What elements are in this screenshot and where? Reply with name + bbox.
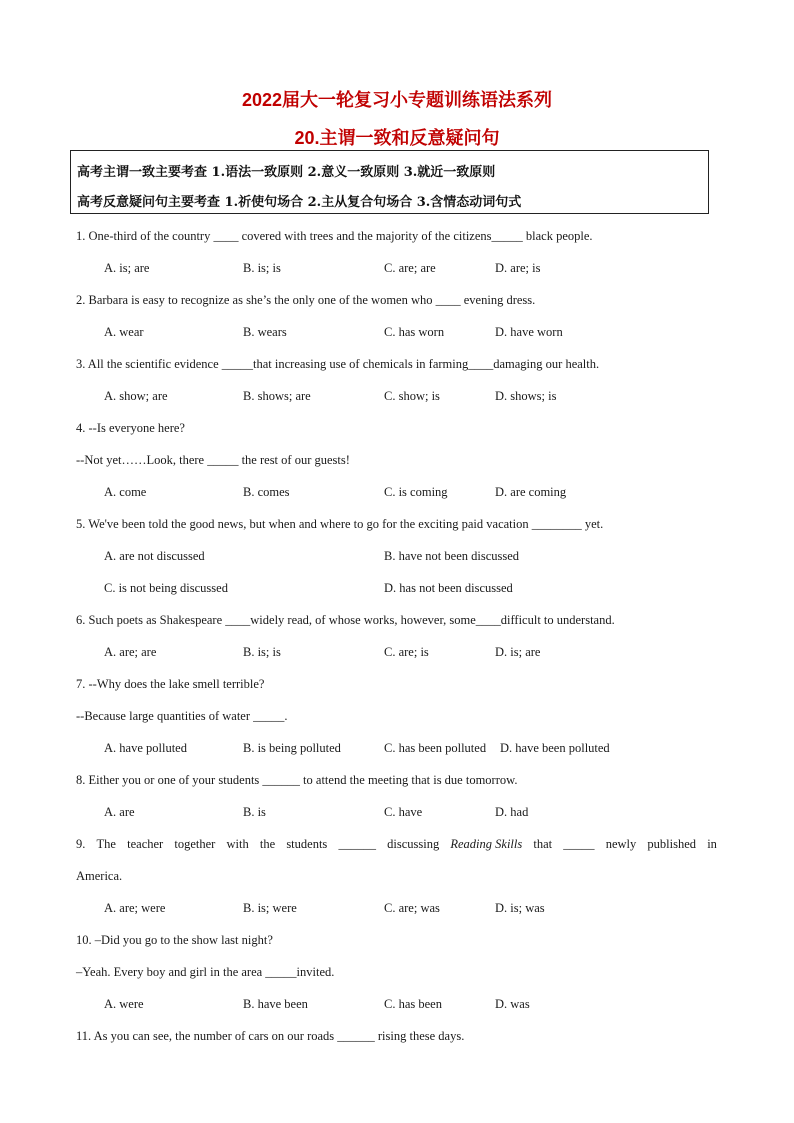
- question-1-option-c: C. are; are: [384, 261, 436, 275]
- summary-line-agreement: 高考主谓一致主要考查 1.语法一致原则 2.意义一致原则 3.就近一致原则: [77, 165, 496, 180]
- question-5-option-a: A. are not discussed: [104, 549, 205, 563]
- question-6-option-a: A. are; are: [104, 645, 157, 659]
- question-7-option-b: B. is being polluted: [243, 741, 341, 755]
- question-1-option-a: A. is; are: [104, 261, 150, 275]
- question-10-option-b: B. have been: [243, 997, 308, 1011]
- q9-word: together: [174, 837, 216, 851]
- question-7-reply: --Because large quantities of water _____.: [76, 709, 288, 723]
- question-9-option-a: A. are; were: [104, 901, 166, 915]
- question-1-stem: 1. One-third of the country ____ covered with trees and the majority of the citizens_____ black people.: [76, 229, 593, 243]
- question-8-option-c: C. have: [384, 805, 423, 819]
- question-2-option-b: B. wears: [243, 325, 287, 339]
- question-6-option-d: D. is; are: [495, 645, 541, 659]
- question-3-option-a: A. show; are: [104, 389, 168, 403]
- question-5-option-c: C. is not being discussed: [104, 581, 228, 595]
- question-9-stem: [76, 836, 717, 852]
- question-1-option-b: B. is; is: [243, 261, 281, 275]
- question-9-stem-continued: America.: [76, 869, 123, 883]
- q9-word: in: [707, 837, 717, 851]
- summary-box: [70, 150, 709, 214]
- question-7-stem: 7. --Why does the lake smell terrible?: [76, 677, 265, 691]
- question-10-option-d: D. was: [495, 997, 530, 1011]
- question-9-option-d: D. is; was: [495, 901, 545, 915]
- question-2-option-d: D. have worn: [495, 325, 563, 339]
- question-3-option-d: D. shows; is: [495, 389, 557, 403]
- question-4-option-b: B. comes: [243, 485, 290, 499]
- question-1-option-d: D. are; is: [495, 261, 541, 275]
- question-8-option-b: B. is: [243, 805, 266, 819]
- q9-word: teacher: [127, 837, 164, 851]
- question-5-stem: 5. We've been told the good news, but when and where to go for the exciting paid vacation ________ yet.: [76, 517, 604, 531]
- q9-blank: _____: [563, 837, 595, 851]
- question-8-option-a: A. are: [104, 805, 135, 819]
- q9-word: newly: [605, 837, 637, 851]
- q9-word: The: [96, 837, 116, 851]
- q9-word: that: [533, 837, 553, 851]
- question-10-stem: 10. –Did you go to the show last night?: [76, 933, 273, 947]
- document-title: 2022届大一轮复习小专题训练语法系列: [241, 90, 553, 110]
- q9-word: discussing: [387, 837, 440, 851]
- question-4-option-d: D. are coming: [495, 485, 567, 499]
- question-11-stem: 11. As you can see, the number of cars on our roads ______ rising these days.: [76, 1029, 465, 1043]
- question-4-reply: --Not yet……Look, there _____ the rest of our guests!: [76, 453, 350, 467]
- q9-book-title: Reading Skills: [450, 837, 523, 851]
- q9-word: students: [286, 837, 328, 851]
- q9-word: with: [226, 837, 249, 851]
- question-10-reply: –Yeah. Every boy and girl in the area _____invited.: [76, 965, 335, 979]
- question-8-option-d: D. had: [495, 805, 529, 819]
- question-10-option-a: A. were: [104, 997, 144, 1011]
- question-9-option-b: B. is; were: [243, 901, 297, 915]
- question-2-option-c: C. has worn: [384, 325, 445, 339]
- question-3-option-b: B. shows; are: [243, 389, 311, 403]
- q9-word: 9.: [76, 837, 86, 851]
- q9-word: published: [647, 837, 697, 851]
- question-7-option-d: D. have been polluted: [500, 741, 610, 755]
- q9-blank: ______: [338, 837, 376, 851]
- question-10-option-c: C. has been: [384, 997, 442, 1011]
- question-3-option-c: C. show; is: [384, 389, 440, 403]
- question-2-stem: 2. Barbara is easy to recognize as she’s the only one of the women who ____ evening dress.: [76, 293, 536, 307]
- question-3-stem: 3. All the scientific evidence _____that increasing use of chemicals in farming____damaging our health.: [76, 357, 600, 371]
- question-5-option-b: B. have not been discussed: [384, 549, 520, 563]
- question-6-option-c: C. are; is: [384, 645, 429, 659]
- question-6-option-b: B. is; is: [243, 645, 281, 659]
- question-4-option-a: A. come: [104, 485, 147, 499]
- question-7-option-c: C. has been polluted: [384, 741, 487, 755]
- question-7-option-a: A. have polluted: [104, 741, 187, 755]
- document-subtitle: 20.主谓一致和反意疑问句: [294, 128, 500, 148]
- question-8-stem: 8. Either you or one of your students ______ to attend the meeting that is due tomorrow.: [76, 773, 518, 787]
- question-6-stem: 6. Such poets as Shakespeare ____widely read, of whose works, however, some____difficult to understand.: [76, 613, 615, 627]
- question-5-option-d: D. has not been discussed: [384, 581, 513, 595]
- question-2-option-a: A. wear: [104, 325, 144, 339]
- question-4-stem: 4. --Is everyone here?: [76, 421, 185, 435]
- summary-line-tag-questions: 高考反意疑问句主要考查 1.祈使句场合 2.主从复合句场合 3.含情态动词句式: [77, 195, 522, 210]
- question-4-option-c: C. is coming: [384, 485, 448, 499]
- q9-word: the: [259, 837, 276, 851]
- question-9-option-c: C. are; was: [384, 901, 440, 915]
